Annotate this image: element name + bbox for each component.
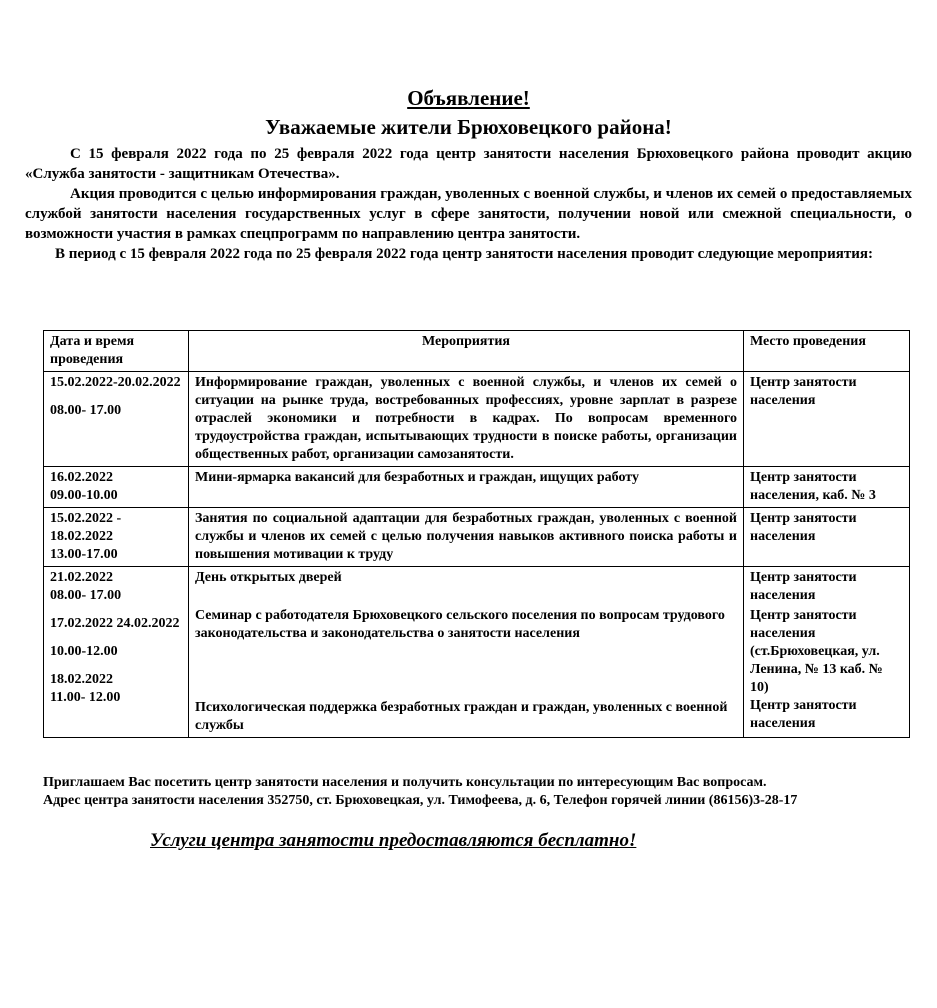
row-date-cell: [44, 467, 189, 508]
spacer: [195, 643, 737, 699]
spacer: [50, 633, 182, 643]
spacer: [50, 392, 182, 402]
row-place: Центр занятости населения (ст.Брюховецкая, ул. Ленина, № 13 каб. № 10): [750, 608, 883, 695]
row-place: Центр занятости населения, каб. № 3: [744, 467, 910, 508]
table-row: [44, 467, 910, 508]
events-table: [43, 330, 910, 738]
row-date: 15.02.2022 - 18.02.2022: [50, 511, 122, 544]
free-services-note: Услуги центра занятости предоставляются бесплатно!: [150, 830, 637, 851]
table-row: [44, 508, 910, 567]
row-time: 11.00- 12.00: [50, 690, 121, 705]
row-time: 10.00-12.00: [50, 644, 118, 659]
row-time: 09.00-10.00: [50, 488, 118, 503]
row-event-cell: [189, 567, 744, 738]
row-date: 15.02.2022-20.02.2022: [50, 375, 181, 390]
row-event: День открытых дверей: [195, 570, 342, 585]
row-date: 18.02.2022: [50, 672, 113, 687]
row-event: Информирование граждан, уволенных с военной службы, и членов их семей о ситуации на рынке труда, востребованных профессиях, уровне зарплат в разрезе отраслей экономики и потребности в кадрах. По вопросам временного трудоустройства граждан, испытывающих трудности в поиске работы, организации общественных работ, организации самозанятости.: [189, 372, 744, 467]
row-event: Занятия по социальной адаптации для безработных граждан, уволенных с военной службы и членов их семей с целью получения навыков активного поиска работы и повышения мотивации к труду: [189, 508, 744, 567]
footer-invitation: Приглашаем Вас посетить центр занятости населения и получить консультации по интересующим Вас вопросам.: [43, 775, 767, 790]
footer-text: [43, 774, 910, 810]
row-event: Семинар с работодателя Брюховецкого сельского поселения по вопросам трудового законодательства и законодательства о занятости населения: [195, 608, 725, 641]
row-place: Центр занятости населения: [744, 508, 910, 567]
announcement-title: Объявление!: [407, 86, 530, 110]
row-date: 17.02.2022 24.02.2022: [50, 616, 180, 631]
row-time: 08.00- 17.00: [50, 403, 122, 418]
row-date-cell: [44, 508, 189, 567]
row-date-cell: [44, 372, 189, 467]
intro-text: [25, 144, 912, 264]
row-place: Центр занятости населения: [744, 372, 910, 467]
row-time: 08.00- 17.00: [50, 588, 122, 603]
table-row: [44, 567, 910, 738]
row-event: Мини-ярмарка вакансий для безработных и граждан, ищущих работу: [189, 467, 744, 508]
announcement-subtitle: Уважаемые жители Брюховецкого района!: [265, 115, 672, 139]
row-date: 21.02.2022: [50, 570, 113, 585]
table-row: [44, 372, 910, 467]
intro-paragraph-1: С 15 февраля 2022 года по 25 февраля 2022 года центр занятости населения Брюховецкого района проводит акцию «Служба занятости - защитникам Отечества».: [25, 146, 912, 182]
spacer: [50, 605, 182, 615]
row-place: Центр занятости населения: [750, 698, 857, 731]
footer-address: Адрес центра занятости населения 352750, ст. Брюховецкая, ул. Тимофеева, д. 6, Телефон горячей линии (86156)3-28-17: [43, 793, 798, 808]
spacer: [50, 661, 182, 671]
row-place-cell: [744, 567, 910, 738]
intro-paragraph-3: В период с 15 февраля 2022 года по 25 февраля 2022 года центр занятости населения проводит следующие мероприятия:: [55, 246, 873, 262]
intro-paragraph-2: Акция проводится с целью информирования граждан, уволенных с военной службы, и членов их семей о предоставляемых службой занятости населения государственных услуг в сфере занятости, получении новой или смежной специальности, о возможности участия в рамках спецпрограмм по направлению центра занятости.: [25, 186, 912, 242]
row-date-cell: [44, 567, 189, 738]
row-place: Центр занятости населения: [750, 570, 857, 603]
table-header-row: [44, 331, 910, 372]
row-date: 16.02.2022: [50, 470, 113, 485]
header-place: Место проведения: [744, 331, 910, 372]
header-date: Дата и время проведения: [44, 331, 189, 372]
row-time: 13.00-17.00: [50, 547, 118, 562]
row-event: Психологическая поддержка безработных граждан и граждан, уволенных с военной службы: [195, 700, 728, 733]
header-events: Мероприятия: [189, 331, 744, 372]
spacer: [195, 587, 737, 607]
